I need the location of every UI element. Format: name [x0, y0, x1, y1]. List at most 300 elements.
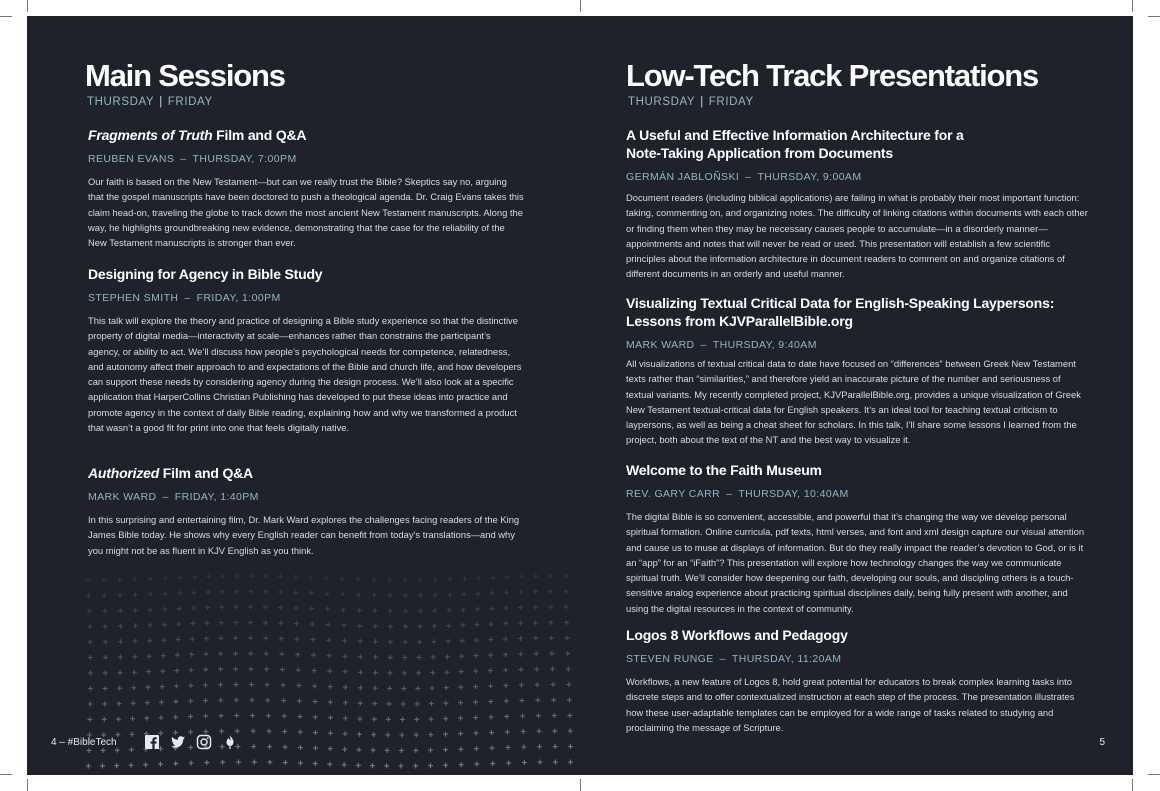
plus-mark: [235, 729, 240, 734]
plus-mark: [564, 605, 569, 610]
plus-mark: [473, 731, 478, 736]
plus-mark: [458, 685, 463, 690]
plus-mark: [313, 746, 318, 751]
plus-mark: [356, 763, 361, 768]
plus-mark: [568, 760, 573, 765]
plus-mark: [520, 714, 525, 719]
plus-mark: [473, 684, 478, 689]
plus-mark: [176, 637, 181, 642]
plus-mark: [295, 652, 300, 657]
plus-mark: [102, 608, 107, 613]
plus-mark: [88, 640, 93, 645]
plus-mark: [297, 699, 302, 704]
plus-mark: [162, 622, 167, 627]
plus-mark: [188, 714, 193, 719]
plus-mark: [358, 670, 363, 675]
plus-mark: [326, 622, 331, 627]
plus-mark: [266, 713, 271, 718]
plus-mark: [189, 652, 194, 657]
plus-mark: [103, 670, 108, 675]
plus-mark: [373, 686, 378, 691]
plus-mark: [564, 620, 569, 625]
plus-mark: [175, 653, 180, 658]
plus-mark: [265, 698, 270, 703]
plus-mark: [220, 589, 225, 594]
plus-mark: [296, 668, 301, 673]
plus-mark: [503, 621, 508, 626]
plus-mark: [148, 623, 153, 628]
plus-mark: [553, 760, 558, 765]
plus-mark: [401, 686, 406, 691]
plus-mark: [328, 731, 333, 736]
plus-mark: [535, 698, 540, 703]
plus-mark: [203, 667, 208, 672]
session-description: Document readers (including biblical applications) are failing in what is probably their most important function: taking, commenting on, and organizing notes. The difficulty of linking citations within documents with each other or finding them when they may be necessary causes people to accumulate—in a disorderly manner—appointments and notes that will never be read or used. This presentation will establish a few scientific principles about the information architecture in document readers to comment on and organize citations of different documents in an orderly and useful manner.: [626, 192, 1088, 280]
plus-mark: [343, 731, 348, 736]
page-number: 5: [1099, 737, 1105, 748]
session-item: [626, 126, 966, 183]
plus-mark: [118, 639, 123, 644]
plus-mark: [521, 745, 526, 750]
plus-mark: [429, 701, 434, 706]
plus-mark: [118, 670, 123, 675]
plus-mark: [204, 636, 209, 641]
plus-mark: [476, 576, 481, 581]
plus-mark: [176, 622, 181, 627]
plus-mark: [298, 730, 303, 735]
plus-mark: [490, 575, 495, 580]
plus-mark: [476, 591, 481, 596]
plus-mark: [460, 623, 465, 628]
plus-mark: [387, 701, 392, 706]
facebook-icon[interactable]: [144, 734, 160, 750]
plus-mark: [443, 747, 448, 752]
plus-mark: [280, 667, 285, 672]
speaker-name: STEVEN RUNGE: [626, 653, 714, 665]
plus-mark: [504, 698, 509, 703]
plus-mark: [343, 669, 348, 674]
plus-mark: [298, 761, 303, 766]
plus-mark: [283, 760, 288, 765]
session-description: In this surprising and entertaining film, Dr. Mark Ward explores the challenges facing readers of the King James Bible today. He shows why every English reader can benefit from today’s translations—and why you might not be as fluent in KJV English as you think.: [88, 514, 520, 556]
plus-mark: [342, 623, 347, 628]
plus-mark: [117, 577, 122, 582]
page-heading: Main Sessions: [85, 58, 285, 93]
plus-mark: [533, 605, 538, 610]
plus-mark: [88, 655, 93, 660]
plus-mark: [403, 593, 408, 598]
plus-mark: [116, 717, 121, 722]
plus-mark: [143, 762, 148, 767]
plus-mark: [158, 762, 163, 767]
twitter-icon[interactable]: [170, 734, 186, 750]
plus-mark: [443, 763, 448, 768]
plus-mark: [263, 574, 268, 579]
plus-mark: [278, 605, 283, 610]
plus-mark: [263, 589, 268, 594]
plus-mark: [86, 578, 91, 583]
plus-mark: [340, 576, 345, 581]
plus-mark: [372, 717, 377, 722]
plus-mark: [263, 636, 268, 641]
plus-mark: [188, 683, 193, 688]
plus-mark: [565, 636, 570, 641]
plus-mark: [433, 577, 438, 582]
plus-mark: [177, 591, 182, 596]
plus-mark: [103, 655, 108, 660]
plus-mark: [281, 698, 286, 703]
plus-mark: [250, 713, 255, 718]
speaker-name: REV. GARY CARR: [626, 488, 721, 500]
plus-mark: [159, 700, 164, 705]
plus-mark: [343, 685, 348, 690]
plus-mark: [533, 589, 538, 594]
plus-mark: [418, 593, 423, 598]
plus-mark: [174, 684, 179, 689]
plus-mark: [252, 760, 257, 765]
plus-mark: [218, 698, 223, 703]
plus-mark: [203, 714, 208, 719]
plus-mark: [267, 729, 272, 734]
plus-mark: [248, 667, 253, 672]
plus-mark: [102, 593, 107, 598]
plus-mark: [402, 655, 407, 660]
speaker-name: REUBEN EVANS: [88, 153, 175, 165]
plus-mark: [173, 761, 178, 766]
session-description: This talk will explore the theory and practice of designing a Bible study experience so that the distinctive property of digital media—interactivity at scale—enhances rather than constrains the participant’s agency, or ability to act. We’ll discuss how people’s psychological needs for competence, relatedness, and autonomy affect their approach to and expectations of the Bible and church life, and how developers can support these needs by considering agency during the design process. We’ll also look at a specific application that HarperCollins Christian Publishing has developed to put these ideas into practice and promote agency in the context of daily Bible reading, explaining how and why we transformed a product that wasn’t a good fit for print into one that feels digitally native.: [88, 315, 522, 434]
plus-mark: [248, 651, 253, 656]
plus-mark: [203, 698, 208, 703]
plus-mark: [388, 608, 393, 613]
plus-mark: [387, 686, 392, 691]
instagram-icon[interactable]: [196, 734, 212, 750]
plus-mark: [563, 589, 568, 594]
plus-mark: [373, 624, 378, 629]
plus-mark: [388, 639, 393, 644]
plus-mark: [458, 747, 463, 752]
plus-mark: [206, 590, 211, 595]
plus-mark: [86, 593, 91, 598]
plus-mark: [538, 760, 543, 765]
plus-mark: [236, 760, 241, 765]
plus-mark: [551, 698, 556, 703]
plus-mark: [161, 638, 166, 643]
plus-mark: [418, 624, 423, 629]
plus-mark: [88, 671, 93, 676]
plus-mark: [567, 713, 572, 718]
plus-mark: [234, 589, 239, 594]
plus-mark: [521, 729, 526, 734]
plus-mark: [309, 606, 314, 611]
plus-mark: [458, 716, 463, 721]
plus-mark: [473, 669, 478, 674]
plus-mark: [163, 576, 168, 581]
plus-mark: [279, 636, 284, 641]
plus-mark: [219, 605, 224, 610]
plus-mark: [403, 639, 408, 644]
plus-mark: [129, 747, 134, 752]
plus-mark: [488, 684, 493, 689]
plus-mark: [233, 636, 238, 641]
plus-mark: [282, 714, 287, 719]
plus-mark: [249, 574, 254, 579]
plus-mark: [233, 620, 238, 625]
plus-mark: [372, 608, 377, 613]
plus-mark: [386, 717, 391, 722]
plus-mark: [459, 654, 464, 659]
plus-mark: [118, 608, 123, 613]
session-time: THURSDAY, 11:20AM: [731, 653, 842, 665]
plus-mark: [414, 717, 419, 722]
plus-mark: [431, 639, 436, 644]
session-item: [88, 126, 525, 250]
plus-mark: [505, 729, 510, 734]
plus-mark: [295, 637, 300, 642]
plus-mark: [417, 655, 422, 660]
plus-mark: [174, 668, 179, 673]
plus-mark: [234, 605, 239, 610]
plus-mark: [357, 623, 362, 628]
plus-mark: [430, 686, 435, 691]
session-title: Visualizing Textual Critical Data for English-Speaking Laypersons: Lessons from KJVParallelBible.org: [626, 295, 1055, 329]
plus-mark: [219, 620, 224, 625]
plus-mark: [87, 624, 92, 629]
plus-mark: [326, 638, 331, 643]
plus-mark: [248, 620, 253, 625]
plus-mark: [264, 651, 269, 656]
plus-mark: [358, 685, 363, 690]
footer-page-label: 4 – #BibleTech: [51, 737, 117, 748]
faithlife-icon[interactable]: [222, 734, 238, 750]
plus-mark: [103, 639, 108, 644]
plus-mark: [566, 682, 571, 687]
plus-mark: [552, 713, 557, 718]
plus-mark: [328, 715, 333, 720]
plus-mark: [388, 624, 393, 629]
plus-mark: [533, 620, 538, 625]
social-icons: [144, 734, 238, 750]
plus-mark: [191, 605, 196, 610]
plus-mark: [503, 636, 508, 641]
plus-mark: [537, 729, 542, 734]
plus-mark: [357, 608, 362, 613]
plus-mark: [399, 763, 404, 768]
plus-mark: [549, 651, 554, 656]
plus-mark: [432, 608, 437, 613]
plus-mark: [475, 607, 480, 612]
plus-mark: [220, 574, 225, 579]
plus-mark: [505, 574, 510, 579]
plus-mark: [489, 622, 494, 627]
plus-mark: [568, 729, 573, 734]
session-description: The digital Bible is so convenient, accessible, and powerful that it’s changing the way we develop personal spiritual formation. Online curricula, pdf texts, html verses, and font and xml design capture our visual attention and cause us to muse at displays of information. But do they really impact the reader’s devotion to God, or is it an “app” for an “iFaith”? This presentation will explore how technology changes the way we communicate spiritual truth. We’ll consider how deepening our faith, developing our souls, and discipling others is a touch-sensitive analog experience about practicing spiritual disciplines daily, being fully present with another, and using the digital resources in the context of community.: [626, 511, 1085, 614]
plus-mark: [503, 652, 508, 657]
speaker-name: MARK WARD: [626, 339, 695, 351]
plus-mark: [133, 608, 138, 613]
session-title: Authorized Film and Q&A: [88, 465, 253, 481]
plus-mark: [298, 745, 303, 750]
plus-mark: [504, 590, 509, 595]
plus-mark: [162, 607, 167, 612]
plus-mark: [327, 653, 332, 658]
plus-mark: [403, 624, 408, 629]
plus-mark: [131, 701, 136, 706]
plus-mark: [534, 667, 539, 672]
plus-mark: [148, 592, 153, 597]
plus-mark: [188, 698, 193, 703]
plus-mark: [429, 717, 434, 722]
plus-mark: [313, 715, 318, 720]
plus-mark: [553, 744, 558, 749]
plus-mark: [132, 670, 137, 675]
plus-mark: [103, 686, 108, 691]
plus-mark: [341, 607, 346, 612]
plus-mark: [356, 592, 361, 597]
plus-mark: [265, 682, 270, 687]
plus-mark: [313, 761, 318, 766]
speaker-name: GERMÁN JABLOÑSKI: [626, 171, 740, 183]
plus-mark: [373, 639, 378, 644]
plus-mark: [567, 698, 572, 703]
plus-mark: [518, 605, 523, 610]
plus-mark: [190, 636, 195, 641]
plus-mark: [147, 654, 152, 659]
plus-mark: [102, 717, 107, 722]
plus-mark: [129, 763, 134, 768]
plus-mark: [433, 593, 438, 598]
plus-mark: [219, 713, 224, 718]
plus-mark: [460, 638, 465, 643]
plus-mark: [203, 683, 208, 688]
plus-mark: [313, 699, 318, 704]
plus-mark: [387, 670, 392, 675]
plus-mark: [117, 701, 122, 706]
plus-mark: [504, 714, 509, 719]
plus-mark: [388, 593, 393, 598]
session-meta: MARK WARD – FRIDAY, 1:40PM: [88, 491, 259, 503]
plus-mark: [219, 729, 224, 734]
plus-mark: [147, 638, 152, 643]
plus-mark: [251, 729, 256, 734]
session-title: Logos 8 Workflows and Pedagogy: [626, 627, 848, 643]
session-item: [88, 464, 525, 558]
plus-mark: [249, 682, 254, 687]
plus-mark: [371, 748, 376, 753]
plus-mark: [218, 651, 223, 656]
session-time: THURSDAY, 10:40AM: [738, 488, 849, 500]
plus-mark: [489, 606, 494, 611]
plus-mark: [249, 698, 254, 703]
speaker-name: MARK WARD: [88, 491, 157, 503]
plus-mark: [413, 763, 418, 768]
session-description: All visualizations of textual critical data to date have focused on “differences” between Greek New Testament texts rather than “similarities,” and therefore yield an inaccurate picture of the number and seriousness of textual variants. My recently completed project, KJVParallelBible.org, provides a unique visualization of Greek New Testament textual-critical data for English speakers. It’s an ideal tool for teaching textual criticism to laypersons, as well as being a cheat sheet for scholars. In this talk, I’ll share some lessons I learned from the project, both about the text of the NT and the best way to visualize it.: [626, 358, 1081, 446]
day-thursday: THURSDAY: [87, 96, 155, 108]
plus-mark: [233, 651, 238, 656]
plus-mark: [204, 652, 209, 657]
plus-mark: [160, 669, 165, 674]
plus-mark: [146, 669, 151, 674]
plus-mark: [504, 605, 509, 610]
plus-mark: [173, 715, 178, 720]
plus-mark: [130, 716, 135, 721]
plus-mark: [204, 760, 209, 765]
plus-mark: [133, 577, 138, 582]
plus-mark: [548, 605, 553, 610]
plus-mark: [161, 653, 166, 658]
session-time: FRIDAY, 1:00PM: [196, 292, 281, 304]
plus-mark: [446, 639, 451, 644]
session-item: [626, 626, 1088, 735]
plus-mark: [205, 621, 210, 626]
plus-mark: [431, 655, 436, 660]
plus-mark: [278, 574, 283, 579]
plus-mark: [428, 763, 433, 768]
plus-mark: [358, 654, 363, 659]
day-separator: |: [700, 96, 704, 108]
plus-mark: [568, 744, 573, 749]
plus-mark: [534, 651, 539, 656]
plus-mark: [443, 716, 448, 721]
plus-mark: [489, 730, 494, 735]
plus-mark: [281, 683, 286, 688]
plus-mark: [148, 576, 153, 581]
plus-mark: [163, 591, 168, 596]
plus-mark: [402, 670, 407, 675]
plus-mark: [264, 667, 269, 672]
plus-mark: [372, 593, 377, 598]
plus-mark: [399, 748, 404, 753]
plus-mark: [401, 701, 406, 706]
plus-mark: [189, 760, 194, 765]
plus-mark: [474, 762, 479, 767]
plus-mark: [384, 763, 389, 768]
plus-mark: [474, 653, 479, 658]
plus-mark: [415, 686, 420, 691]
plus-mark: [506, 760, 511, 765]
session-title: A Useful and Effective Information Architecture for a Note-Taking Application from Documents: [626, 127, 964, 161]
plus-mark: [313, 730, 318, 735]
plus-mark: [356, 577, 361, 582]
plus-mark: [118, 593, 123, 598]
plus-mark: [263, 605, 268, 610]
plus-mark: [459, 669, 464, 674]
plus-mark: [490, 746, 495, 751]
plus-mark: [87, 717, 92, 722]
plus-mark: [474, 746, 479, 751]
plus-mark: [505, 745, 510, 750]
plus-mark: [206, 574, 211, 579]
plus-mark: [283, 745, 288, 750]
plus-mark: [263, 620, 268, 625]
session-meta: REUBEN EVANS – THURSDAY, 7:00PM: [88, 153, 297, 165]
plus-mark: [357, 732, 362, 737]
plus-mark: [131, 685, 136, 690]
plus-mark: [418, 577, 423, 582]
plus-mark: [519, 683, 524, 688]
plus-mark: [536, 713, 541, 718]
plus-mark: [328, 746, 333, 751]
plus-mark: [522, 760, 527, 765]
plus-mark: [444, 685, 449, 690]
session-meta: MARK WARD – THURSDAY, 9:40AM: [626, 339, 817, 351]
plus-mark: [114, 763, 119, 768]
plus-mark: [549, 636, 554, 641]
plus-mark: [519, 667, 524, 672]
plus-mark: [432, 624, 437, 629]
plus-mark: [430, 670, 435, 675]
plus-mark: [416, 670, 421, 675]
plus-mark: [417, 639, 422, 644]
